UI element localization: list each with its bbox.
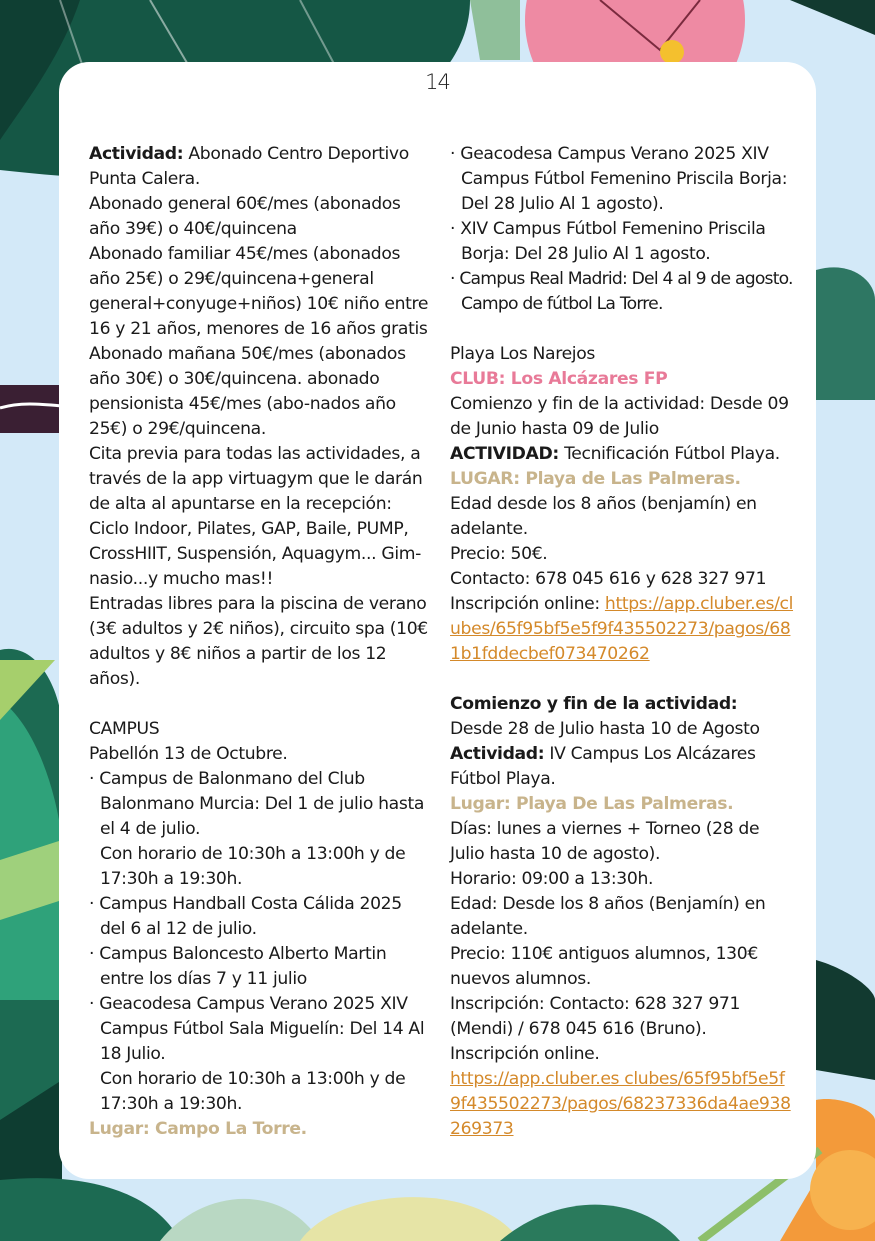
campus-item: · Campus Baloncesto Alberto Martin entre los días 7 y 11 julio: [89, 944, 387, 989]
hours-info: Horario: 09:00 a 13:30h.: [450, 869, 654, 889]
price-info: Precio: 50€.: [450, 544, 548, 564]
age-info: Edad desde los 8 años (benjamín) en adelante.: [450, 494, 757, 539]
pool-info: Entradas libres para la piscina de verano (3€ adultos y 2€ niños), circuito spa (10€ adultos y 8€ niños a partir de los 12 años).: [89, 594, 428, 689]
campus-item: · Geacodesa Campus Verano 2025 XIV Campus Fútbol Femenino Priscila Borja: Del 28 Julio Al 1 agosto).: [450, 144, 788, 214]
campus-item: · Geacodesa Campus Verano 2025 XIV Campus Fútbol Sala Miguelín: Del 14 Al 18 Julio.: [89, 994, 425, 1064]
beach-title: Playa Los Narejos: [450, 344, 595, 364]
days-info: Días: lunes a viernes + Torneo (28 de Julio hasta 10 de agosto).: [450, 819, 760, 864]
general-subscription: Abonado general 60€/mes (abonados año 39€) o 40€/quincena: [89, 194, 401, 239]
location: Lugar: Playa De Las Palmeras.: [450, 794, 734, 814]
activity-line: [450, 442, 795, 467]
location: LUGAR: Playa de Las Palmeras.: [450, 469, 741, 489]
page-number: 14: [425, 70, 450, 94]
price-info: Precio: 110€ antiguos alumnos, 130€ nuevos alumnos.: [450, 944, 758, 989]
activity-text: IV Campus Los Alcázares Fútbol Playa.: [450, 744, 756, 789]
age-info: Edad: Desde los 8 años (Benjamín) en adelante.: [450, 894, 766, 939]
left-column: [89, 142, 429, 1142]
campus-item: · XIV Campus Fútbol Femenino Priscila Borja: Del 28 Julio Al 1 agosto.: [450, 219, 766, 264]
activity-paragraph: [89, 142, 429, 192]
activity-label: Actividad:: [450, 744, 545, 764]
appointment-info: Cita previa para todas las actividades, a través de la app virtuagym que le darán de alta al apuntarse en la recepción: Ciclo Indoor, Pilates, GAP, Baile, PUMP, CrossHIIT, Suspensión, Aquagym... Gim-nasio...y mucho mas!!: [89, 444, 423, 589]
contact-info: Inscripción: Contacto: 628 327 971 (Mendi) / 678 045 616 (Bruno).: [450, 994, 741, 1039]
online-label: Inscripción online:: [450, 594, 605, 614]
registration-link[interactable]: https://app.cluber.es clubes/65f95bf5e5f9f435502273/pagos/68237336da4ae938269373: [450, 1069, 791, 1139]
online-registration: [450, 592, 795, 667]
campus-item: · Campus Handball Costa Cálida 2025 del 6 al 12 de julio.: [89, 894, 402, 939]
campus-title: CAMPUS: [89, 719, 160, 739]
activity-label: ACTIVIDAD:: [450, 444, 559, 464]
family-subscription: Abonado familiar 45€/mes (abonados año 25€) o 29€/quincena+general general+conyuge+niños) 10€ niño entre 16 y 21 años, menores de 16 años gratis: [89, 244, 429, 339]
activity-label: Actividad:: [89, 144, 184, 164]
activity-dates: Desde 28 de Julio hasta 10 de Agosto: [450, 719, 760, 739]
online-registration-label: Inscripción online.: [450, 1044, 600, 1064]
activity-text: Tecnificación Fútbol Playa.: [558, 444, 780, 464]
campus-item-hours: Con horario de 10:30h a 13:00h y de 17:30h a 19:30h.: [100, 1069, 406, 1114]
campus-item: · Campus Real Madrid: Del 4 al 9 de agosto. Campo de fútbol La Torre.: [450, 269, 793, 314]
campus-item: · Campus de Balonmano del Club Balonmano Murcia: Del 1 de julio hasta el 4 de julio.: [89, 769, 425, 839]
campus-location: Lugar: Campo La Torre.: [89, 1119, 307, 1139]
right-column: [450, 142, 795, 1142]
club-name: CLUB: Los Alcázares FP: [450, 369, 668, 389]
activity-line: [450, 742, 795, 792]
campus-place: Pabellón 13 de Octubre.: [89, 744, 288, 764]
activity-dates: Comienzo y fin de la actividad: Desde 09 de Junio hasta 09 de Julio: [450, 394, 789, 439]
campus-item-hours: Con horario de 10:30h a 13:00h y de 17:30h a 19:30h.: [100, 844, 406, 889]
contact-info: Contacto: 678 045 616 y 628 327 971: [450, 569, 767, 589]
activity-text: Abonado Centro Deportivo Punta Calera.: [89, 144, 409, 189]
morning-subscription: Abonado mañana 50€/mes (abonados año 30€) o 30€/quincena. abonado pensionista 45€/mes (abo-nados año 25€) o 29€/quincena.: [89, 344, 406, 439]
registration-link[interactable]: https://app.cluber.es/clubes/65f95bf5e5f9f435502273/pagos/681b1fddecbef073470262: [450, 594, 794, 664]
section-heading: Comienzo y fin de la actividad:: [450, 694, 738, 714]
